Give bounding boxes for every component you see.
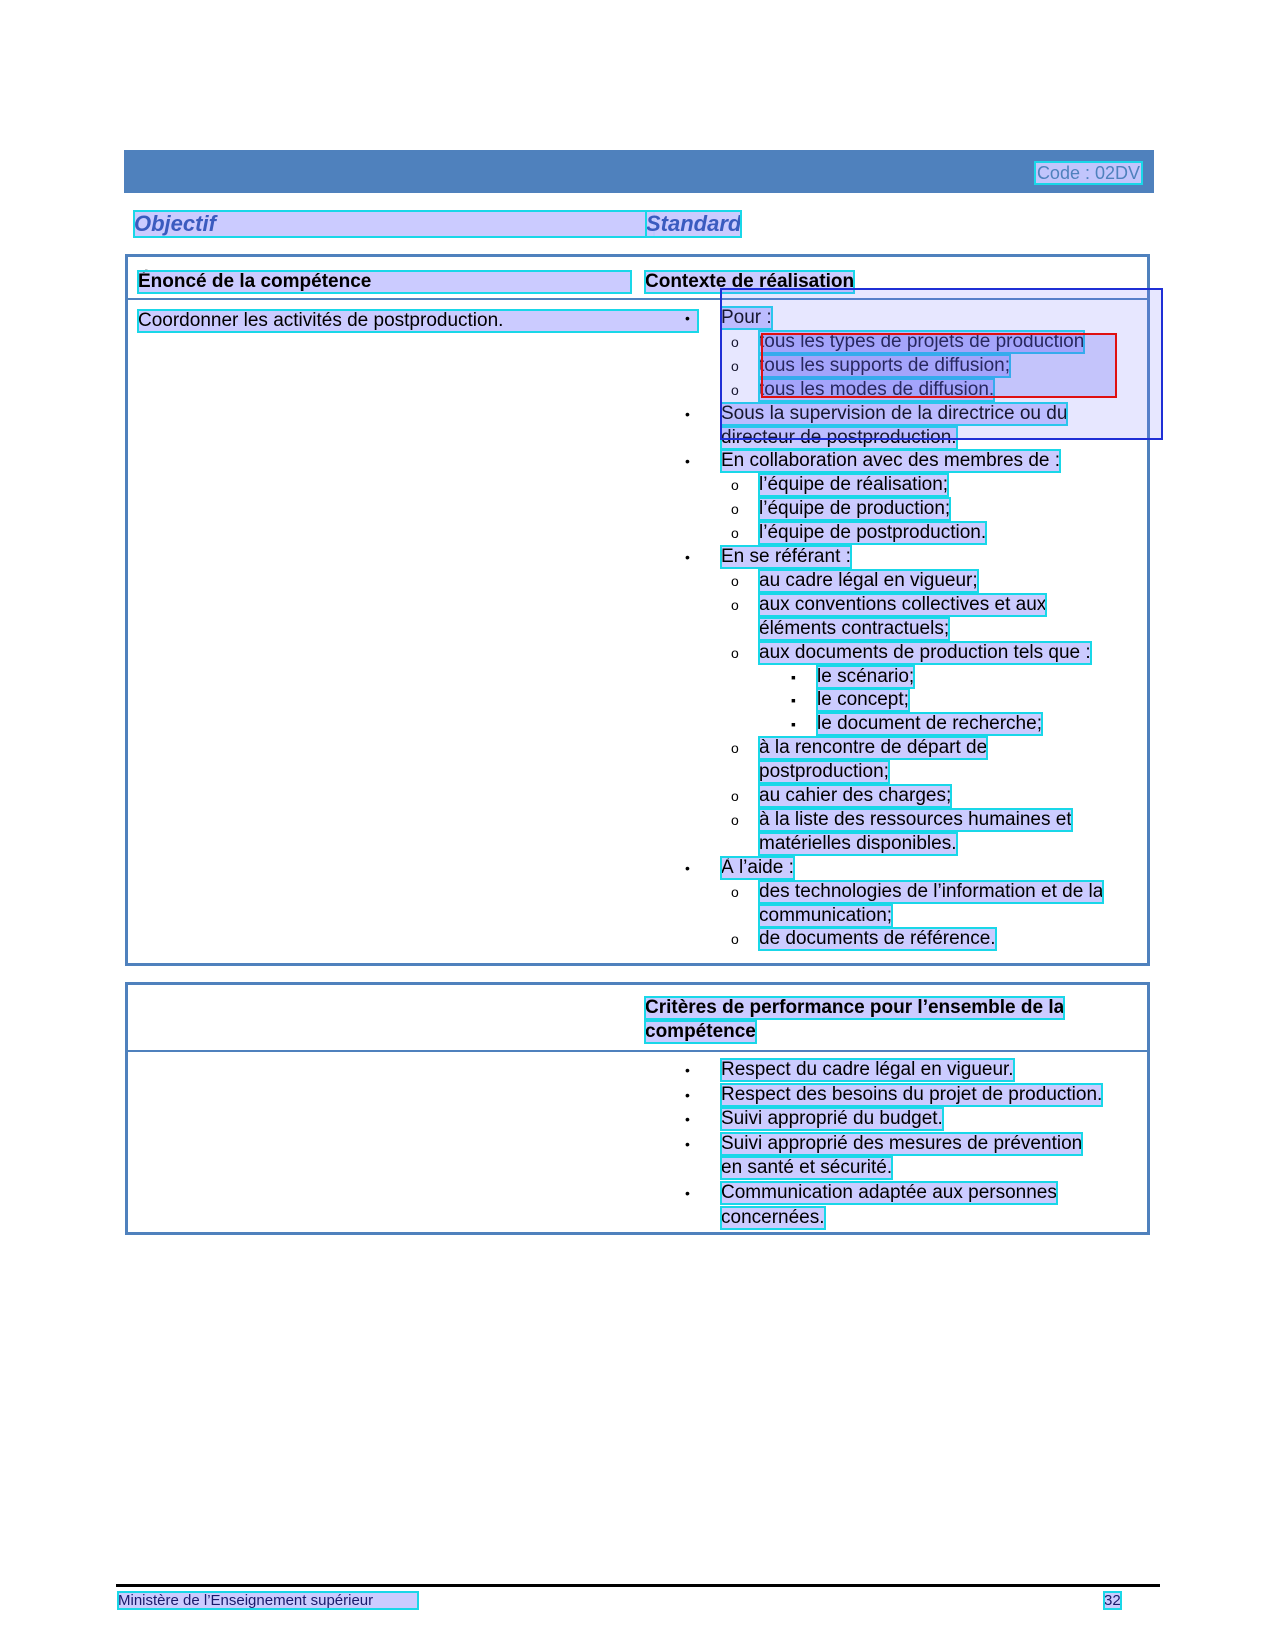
enonce-heading: Énoncé de la compétence — [138, 271, 631, 293]
list-item: Sous la supervision de la directrice ou du — [721, 402, 1068, 424]
list-marker: • — [685, 859, 690, 876]
standard-heading: Standard — [646, 211, 742, 236]
list-item: Pour : — [721, 307, 772, 328]
list-item: tous les types de projets de production — [759, 330, 1085, 352]
list-marker: • — [685, 1135, 690, 1152]
list-item: éléments contractuels; — [759, 617, 950, 639]
list-marker: o — [731, 931, 739, 948]
list-marker: o — [731, 333, 739, 350]
code-label: Code : 02DV — [1036, 163, 1140, 183]
list-marker: ▪ — [791, 668, 796, 685]
list-item: En se référant : — [721, 546, 851, 567]
selection-highlight — [759, 330, 1117, 398]
list-marker: • — [685, 1185, 690, 1201]
list-marker: • — [685, 549, 690, 565]
list-item: au cadre légal en vigueur; — [759, 569, 978, 591]
list-item: au cahier des charges; — [759, 785, 952, 806]
list-marker: o — [731, 501, 739, 518]
list-item: Respect des besoins du projet de production. — [721, 1083, 1103, 1105]
list-item: l’équipe de réalisation; — [759, 474, 949, 496]
list-item: matérielles disponibles. — [759, 832, 957, 854]
list-item: Suivi approprié des mesures de prévention — [721, 1132, 1083, 1154]
criteres-heading-line2: compétence — [645, 1021, 756, 1042]
list-marker: • — [685, 310, 690, 326]
list-marker: o — [731, 740, 739, 757]
list-item: Suivi approprié du budget. — [721, 1108, 943, 1130]
list-marker: o — [731, 381, 739, 398]
list-item: postproduction; — [759, 761, 889, 783]
list-item: aux conventions collectives et aux — [759, 593, 1047, 615]
list-marker: • — [685, 405, 690, 422]
list-item: le scénario; — [817, 665, 915, 687]
header-bar — [124, 150, 1154, 193]
criteres-table — [125, 982, 1150, 1235]
competence-statement: Coordonner les activités de postproduction. — [138, 310, 698, 332]
list-marker: o — [731, 572, 739, 589]
list-marker: o — [731, 596, 739, 613]
objectif-heading: Objectif — [134, 211, 654, 237]
list-marker: ▪ — [791, 692, 796, 709]
list-marker: o — [731, 644, 739, 661]
list-marker: • — [685, 1086, 690, 1103]
list-marker: o — [731, 477, 739, 494]
page-number: 32 — [1104, 1592, 1121, 1609]
list-item: tous les supports de diffusion; — [759, 354, 1011, 376]
list-item: à la liste des ressources humaines et — [759, 808, 1072, 830]
list-item: à la rencontre de départ de — [759, 737, 988, 759]
list-marker: • — [685, 453, 690, 470]
list-marker: • — [685, 1111, 690, 1128]
list-item: concernées. — [721, 1206, 825, 1228]
list-item: Respect du cadre légal en vigueur. — [721, 1059, 1014, 1080]
list-marker: o — [731, 811, 739, 828]
list-marker: • — [685, 1062, 690, 1078]
list-item: tous les modes de diffusion. — [759, 378, 995, 400]
list-marker: o — [731, 788, 739, 804]
list-item: en santé et sécurité. — [721, 1157, 893, 1179]
list-marker: o — [731, 357, 739, 374]
footer-rule — [116, 1584, 1160, 1587]
list-item: de documents de référence. — [759, 928, 996, 950]
list-item: l’équipe de production; — [759, 498, 951, 520]
section-heads — [134, 211, 754, 237]
list-item: l’équipe de postproduction. — [759, 522, 987, 544]
list-marker: o — [731, 525, 739, 542]
list-item: directeur de postproduction. — [721, 426, 957, 448]
criteres-heading-line1: Critères de performance pour l’ensemble de la — [645, 997, 1065, 1018]
list-item: En collaboration avec des membres de : — [721, 450, 1061, 472]
list-item: le document de recherche; — [817, 713, 1042, 735]
list-item: Communication adaptée aux personnes — [721, 1182, 1057, 1203]
list-marker: ▪ — [791, 716, 796, 733]
list-item: communication; — [759, 904, 893, 926]
contexte-heading: Contexte de réalisation — [645, 271, 855, 292]
list-marker: o — [731, 883, 739, 900]
list-item: le concept; — [817, 689, 909, 711]
list-item: À l’aide : — [721, 856, 794, 878]
list-item: des technologies de l’information et de la — [759, 880, 1104, 902]
list-item: aux documents de production tels que : — [759, 641, 1091, 663]
footer-ministry: Ministère de l’Enseignement supérieur — [118, 1592, 418, 1609]
table-header-divider — [128, 1050, 1147, 1052]
